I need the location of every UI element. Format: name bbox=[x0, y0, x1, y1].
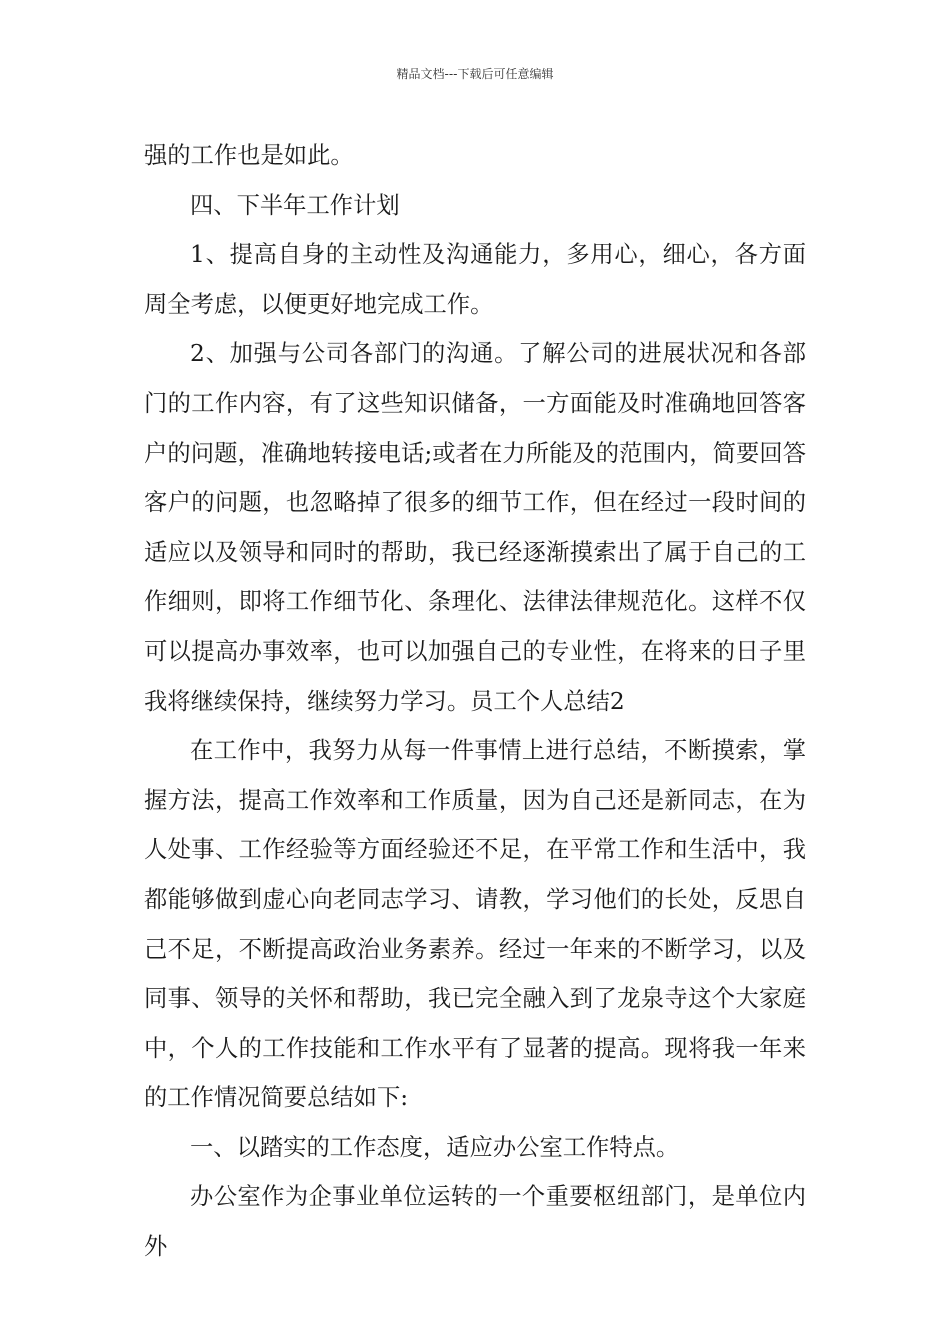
plan-item-2: 2、加强与公司各部门的沟通。了解公司的进展状况和各部门的工作内容，有了这些知识储备，一方面能及时准确地回答客户的问题，准确地转接电话;或者在力所能及的范围内，简要回答客户的问题，也忽略掉了很多的细节工作，但在经过一段时间的适应以及领导和同时的帮助，我已经逐渐摸索出了属于自己的工作细则，即将工作细节化、条理化、法律法律规范化。这样不仅可以提高办事效率，也可以加强自己的专业性，在将来的日子里我将继续保持，继续努力学习。员工个人总结2 bbox=[144, 340, 806, 715]
page-header: 精品文档---下载后可任意编辑 bbox=[396, 67, 554, 81]
section-heading-plan: 四、下半年工作计划 bbox=[190, 191, 400, 219]
summary-2-intro: 在工作中，我努力从每一件事情上进行总结，不断摸索，掌握方法，提高工作效率和工作质量，因为自己还是新同志，在为人处事、工作经验等方面经验还不足，在平常工作和生活中，我都能够做到虚心向老同志学习、请教，学习他们的长处，反思自己不足，不断提高政治业务素养。经过一年来的不断学习，以及同事、领导的关怀和帮助，我已完全融入到了龙泉寺这个大家庭中，个人的工作技能和工作水平有了显著的提高。现将我一年来的工作情况简要总结如下: bbox=[144, 737, 806, 1112]
document-body bbox=[144, 131, 806, 1272]
section-heading-attitude: 一、以踏实的工作态度，适应办公室工作特点。 bbox=[190, 1133, 680, 1161]
paragraph-continuation: 强的工作也是如此。 bbox=[144, 142, 354, 169]
paragraph-office: 办公室作为企事业单位运转的一个重要枢纽部门，是单位内外 bbox=[144, 1183, 806, 1261]
plan-item-1: 1、提高自身的主动性及沟通能力，多用心，细心，各方面周全考虑，以便更好地完成工作。 bbox=[144, 241, 806, 318]
